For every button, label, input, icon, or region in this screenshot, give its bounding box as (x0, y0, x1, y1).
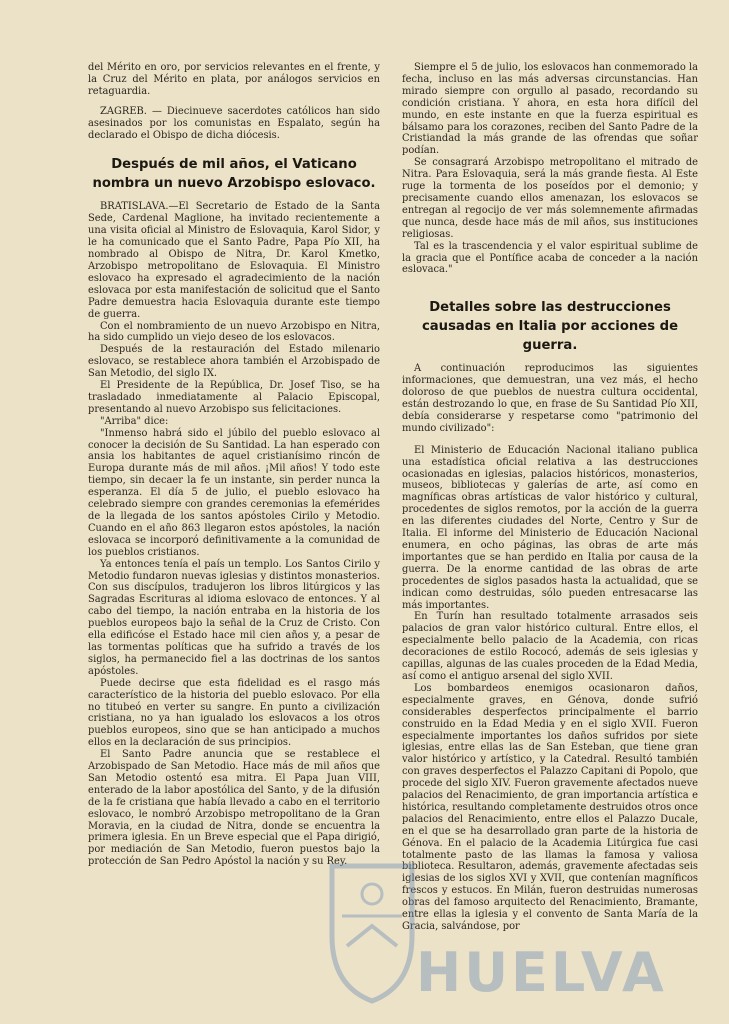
article-paragraph: El Ministerio de Educación Nacional italiano publica una estadística oficial relativa a las destrucciones ocasionadas en iglesias, palacios históricos, monasterios, museos, bibliotecas y galerías de arte, así como en magníficas obras artísticas de valor histórico y cultural, procedentes de siglos remotos, por la acción de la guerra en las diferentes ciudades del Norte, Centro y Sur de Italia. El informe del Ministerio de Educación Nacional enumera, en ocho páginas, las obras de arte más importantes que se han perdido en Italia por causa de la guerra. De la enorme cantidad de las obras de arte procedentes de siglos pasados hasta la actualidad, que se indican como destruidas, sólo pueden entresacarse las más importantes. (402, 444, 698, 611)
paragraph-zagreb: ZAGREB. — Diecinueve sacerdotes católicos han sido asesinados por los comunistas en Espalato, según ha declarado el Obispo de dicha diócesis. (88, 105, 380, 141)
article-paragraph: Los bombardeos enemigos ocasionaron daños, especialmente graves, en Génova, donde sufrió considerables desperfectos principalmente el barrio construido en la Edad Media y en el siglo XVII. Fueron especialmente importantes los daños sufridos por siete iglesias, entre ellas las de San Esteban, que tiene gran valor histórico y artístico, y la Catedral. Resultó también con graves desperfectos el Palazzo Capitani di Popolo, que procede del siglo XIV. Fueron gravemente afectados nueve palacios del Renacimiento, de gran importancia artística e histórica, resultando completamente destruidos otros once palacios del Renacimiento, entre ellos el Palazzo Ducale, en el que se ha desarrollado gran parte de la historia de Génova. En el palacio de la Academia Litúrgica fue casi totalmente pasto de las llamas la famosa y valiosa biblioteca. Resultaron, además, gravemente afectadas seis iglesias de los siglos XVI y XVII, que contenían magníficos frescos y estucos. En Milán, fueron destruidas numerosas obras del famoso arquitecto del Renacimiento, Bramante, entre ellas la iglesia y el convento de Santa María de la Gracia, salvándose, por (402, 682, 698, 932)
right-column (402, 62, 698, 933)
left-column (88, 62, 380, 868)
paragraph-merito: del Mérito en oro, por servicios relevantes en el frente, y la Cruz del Mérito en plata, por análogos servicios en retaguardia. (88, 62, 380, 97)
coat-of-arms-icon (322, 856, 422, 1006)
article-paragraph: A continuación reproducimos las siguientes informaciones, que demuestran, una vez más, el hecho doloroso de que pueblos de nuestra cultura occidental, están destrozando lo que, en frase de Su Santidad Pío XII, debía considerarse y respetarse como "patrimonio del mundo civilizado": (402, 363, 698, 434)
article-paragraph: Puede decirse que esta fidelidad es el rasgo más característico de la historia del pueblo eslovaco. Por ella no titubeó en verter su sangre. En punto a civilización cristiana, no ya han igualado los eslovacos a los otros pueblos europeos, sino que se han anticipado a muchos ellos en la declaración de sus principios. (88, 677, 380, 749)
article-paragraph: El Presidente de la República, Dr. Josef Tiso, se ha trasladado inmediatamente al Palacio Episcopal, presentando al nuevo Arzobispo sus felicitaciones. (88, 380, 380, 415)
article-paragraph: Ya entonces tenía el país un templo. Los Santos Cirilo y Metodio fundaron nuevas iglesias y distintos monasterios. Con sus discípulos, tradujeron los libros litúrgicos y las Sagradas Escrituras al idioma eslovaco de entonces. Y al cabo del tiempo, la nación entraba en la historia de los pueblos europeos bajo la señal de la Cruz de Cristo. Con ella edificóse el Estado hace mil cien años y, a pesar de las tormentas políticas que ha sufrido a través de los siglos, ha permanecido fiel a las doctrinas de los santos apóstoles. (88, 558, 380, 677)
article-paragraph: Después de la restauración del Estado milenario eslovaco, se restablece ahora también el Arzobispado de San Metodio, del siglo IX. (88, 344, 380, 380)
article-paragraph: En Turín han resultado totalmente arrasados seis palacios de gran valor histórico cultural. Entre ellos, el especialmente bello palacio de la Academia, con ricas decoraciones de estilo Rococó, además de seis iglesias y capillas, algunas de las cuales proceden de la Edad Media, así como el antiguo arsenal del siglo XVII. (402, 611, 698, 682)
article-paragraph: Siempre el 5 de julio, los eslovacos han conmemorado la fecha, incluso en las más adversas circunstancias. Han mirado siempre con orgullo al pasado, recordando su condición cristiana. Y ahora, en esta hora difícil del mundo, en este instante en que la fuerza espiritual es bálsamo para los corazones, reciben del Santo Padre de la Cristiandad la más grande de las ofrendas que soñar podían. (402, 62, 698, 157)
watermark-text: HUELVA (416, 941, 667, 1004)
article-paragraph: El Santo Padre anuncia que se restablece el Arzobispado de San Metodio. Hace más de mil años que San Metodio ostentó esa mitra. El Papa Juan VIII, enterado de la labor apostólica del Santo, y de la difusión de la fe cristiana que había llevado a cabo en el territorio eslovaco, le nombró Arzobispo metropolitano de la Gran Moravia, en la ciudad de Nitra, donde se encuentra la primera iglesia. En un Breve especial que el Papa dirigió, por mediación de San Metodio, fueron puestos bajo la protección de San Pedro Apóstol la nación y su Rey. (88, 749, 380, 868)
article-heading-vaticano: Después de mil años, el Vaticano nombra un nuevo Arzobispo eslovaco. (92, 157, 376, 192)
article-paragraph: BRATISLAVA.—El Secretario de Estado de la Santa Sede, Cardenal Maglione, ha invitado recientemente a una visita oficial al Ministro de Eslovaquia, Karol Sidor, y le ha comunicado que el Santo Padre, Papa Pío XII, ha nombrado al Obispo de Nitra, Dr. Karol Kmetko, Arzobispo metropolitano de Eslovaquia. El Ministro eslovaco ha expresado el agradecimiento de la nación eslovaca por esta manifestación de solicitud que el Santo Padre demuestra hacia Eslovaquia durante este tiempo de guerra. (88, 201, 380, 320)
article-paragraph: "Arriba" dice: (100, 415, 169, 427)
article-paragraph: Con el nombramiento de un nuevo Arzobispo en Nitra, ha sido cumplido un viejo deseo de los eslovacos. (88, 320, 380, 344)
article-paragraph: Se consagrará Arzobispo metropolitano el mitrado de Nitra. Para Eslovaquia, será la más grande fiesta. Al Este ruge la tormenta de los poseídos por el demonio; y precisamente cuando ellos amenazan, los eslovacos se entregan al regocijo de ver más solemnemente afirmadas que nunca, desde hace más de mil años, sus instituciones religiosas. (402, 157, 698, 240)
article-paragraph: "Inmenso habrá sido el júbilo del pueblo eslovaco al conocer la decisión de Su Santidad. La han esperado con ansia los habitantes de aquel cristianísimo rincón de Europa durante más de mil años. ¡Mil años! Y todo este tiempo, sin decaer la fe un instante, sin perder nunca la esperanza. El día 5 de julio, el pueblo eslovaco ha celebrado siempre con grandes ceremonias la efemérides de la llegada de los santos apóstoles Cirilo y Metodio. Cuando en el año 863 llegaron estos apóstoles, la nación eslovaca se incorporó definitivamente a la comunidad de los pueblos cristianos. (88, 427, 380, 558)
archive-watermark (318, 826, 728, 1024)
article-heading-italia: Detalles sobre las destrucciones causadas en Italia por acciones de guerra. (421, 300, 679, 354)
article-paragraph: Tal es la trascendencia y el valor espiritual sublime de la gracia que el Pontífice acaba de conceder a la nación eslovaca." (402, 240, 698, 276)
